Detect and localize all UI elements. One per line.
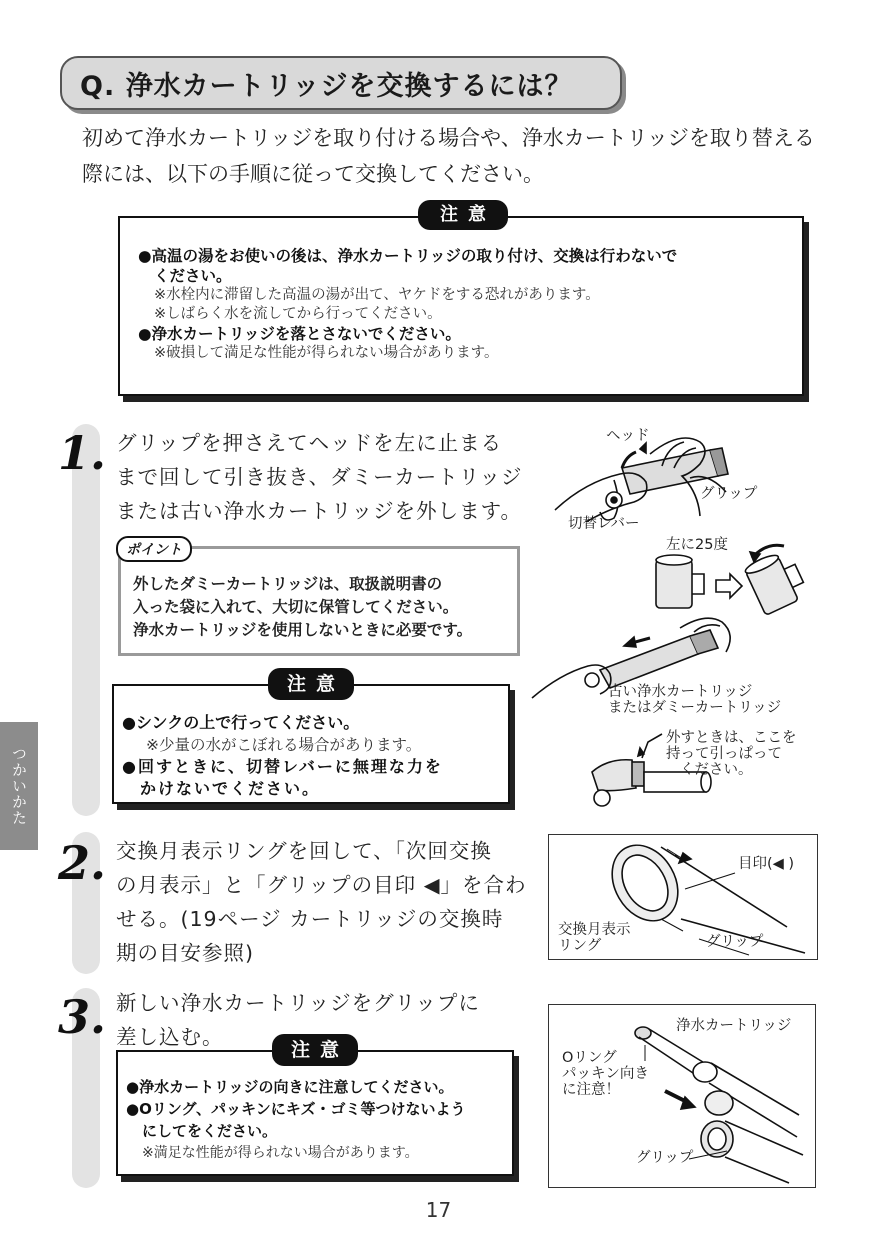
step-3-caution-box: [116, 1050, 514, 1176]
top-caution-item-1: ●高温の湯をお使いの後は、浄水カートリッジの取り付け、交換は行わないで: [138, 247, 678, 265]
point-line-1: 外したダミーカートリッジは、取扱説明書の: [133, 575, 443, 593]
step-3-line-2: 差し込む。: [116, 1025, 224, 1049]
label-ring-1: 交換月表示: [558, 922, 631, 938]
label-oring-1: Oリング: [562, 1050, 617, 1066]
intro-line-1: 初めて浄水カートリッジを取り付ける場合や、浄水カートリッジを取り替える: [82, 126, 815, 150]
label-mark: 目印(◀ ): [738, 856, 795, 872]
point-text: [133, 573, 472, 642]
label-lever: 切替レバー: [568, 516, 640, 532]
label-grip-2: グリップ: [706, 934, 764, 950]
top-caution-item-2: ●浄水カートリッジを落とさないでください。: [138, 325, 461, 343]
top-caution-note-2: ※しばらく水を流してから行ってください。: [154, 306, 442, 322]
label-grip-3: グリップ: [636, 1150, 694, 1166]
step-2-line-4: 期の目安参照): [116, 941, 254, 965]
step-2-line-2: の月表示」と「グリップの目印 ◀」を合わ: [116, 873, 527, 897]
illus-head-grip: [550, 420, 800, 530]
point-tag: ポイント: [116, 536, 192, 562]
step-1-caution-item-2: ●回すときに、切替レバーに無理な力を: [122, 757, 443, 776]
step-1-caution-box: [112, 684, 510, 804]
step-1-number: 1.: [58, 426, 107, 480]
page-title: Q. 浄水カートリッジを交換するには？: [80, 71, 573, 102]
point-line-2: 入った袋に入れて、大切に保管してください。: [133, 598, 459, 616]
top-caution-box: [118, 216, 804, 396]
label-pull-2: 持って引っぱって: [666, 746, 782, 762]
title-bar: [60, 56, 622, 110]
intro-text: [82, 120, 842, 192]
step-1-line-1: グリップを押さえてヘッドを左に止まる: [116, 431, 503, 455]
label-pull-1: 外すときは、ここを: [666, 730, 797, 746]
step-2-text: [116, 834, 526, 970]
label-oring-3: に注意！: [562, 1082, 620, 1098]
step-3-line-1: 新しい浄水カートリッジをグリップに: [116, 991, 480, 1015]
step-1-caution-item-1: ●シンクの上で行ってください。: [122, 713, 360, 732]
step-3-caution-note: ※満足な性能が得られない場合があります。: [142, 1145, 419, 1161]
side-tab: つかいかた: [0, 722, 38, 850]
point-line-3: 浄水カートリッジを使用しないときに必要です。: [133, 621, 473, 639]
label-pull-3: ください。: [680, 762, 753, 778]
point-box: [118, 546, 520, 656]
top-caution-item-1-cont: ください。: [154, 267, 232, 285]
label-grip-1: グリップ: [700, 486, 758, 502]
top-caution-note-3: ※破損して満足な性能が得られない場合があります。: [154, 345, 499, 361]
step-1-band: [72, 424, 100, 816]
top-caution-note-1: ※水栓内に滞留した高温の湯が出て、ヤケドをする恐れがあります。: [154, 287, 600, 303]
step-2-line-3: せる。(19ページ カートリッジの交換時: [116, 907, 504, 931]
step-3-caution-item-2-cont: にしてをください。: [142, 1122, 278, 1140]
step-3-caution-item-2: ●Oリング、パッキンにキズ・ゴミ等つけないよう: [126, 1100, 466, 1118]
label-oring-2: パッキン向き: [562, 1066, 649, 1082]
label-old-cartridge-1: 古い浄水カートリッジ: [608, 684, 753, 700]
step-1-line-2: まで回して引き抜き、ダミーカートリッジ: [116, 465, 523, 489]
step-1-caution-item-2-cont: かけないでください。: [140, 779, 321, 798]
intro-line-2: 際には、以下の手順に従って交換してください。: [82, 162, 544, 186]
step-1-text: [116, 426, 522, 528]
page-number: 17: [425, 1198, 452, 1222]
label-ring-2: リング: [558, 938, 602, 954]
step-3-number: 3.: [58, 990, 107, 1044]
step-1-caution-tag: 注意: [268, 668, 354, 700]
step-1-caution-note-1: ※少量の水がこぼれる場合があります。: [146, 736, 422, 754]
step-2-number: 2.: [58, 836, 107, 890]
step-3-caution-tag: 注意: [272, 1034, 358, 1066]
label-head: ヘッド: [606, 428, 650, 444]
label-old-cartridge-2: またはダミーカートリッジ: [608, 700, 782, 716]
step-2-line-1: 交換月表示リングを回して、「次回交換: [116, 839, 492, 863]
step-3-caution-item-1: ●浄水カートリッジの向きに注意してください。: [126, 1078, 454, 1096]
top-caution-tag: 注意: [418, 200, 508, 230]
label-cartridge: 浄水カートリッジ: [676, 1018, 792, 1034]
step-1-line-3: または古い浄水カートリッジを外します。: [116, 499, 523, 523]
label-rotate: 左に25度: [666, 537, 728, 553]
